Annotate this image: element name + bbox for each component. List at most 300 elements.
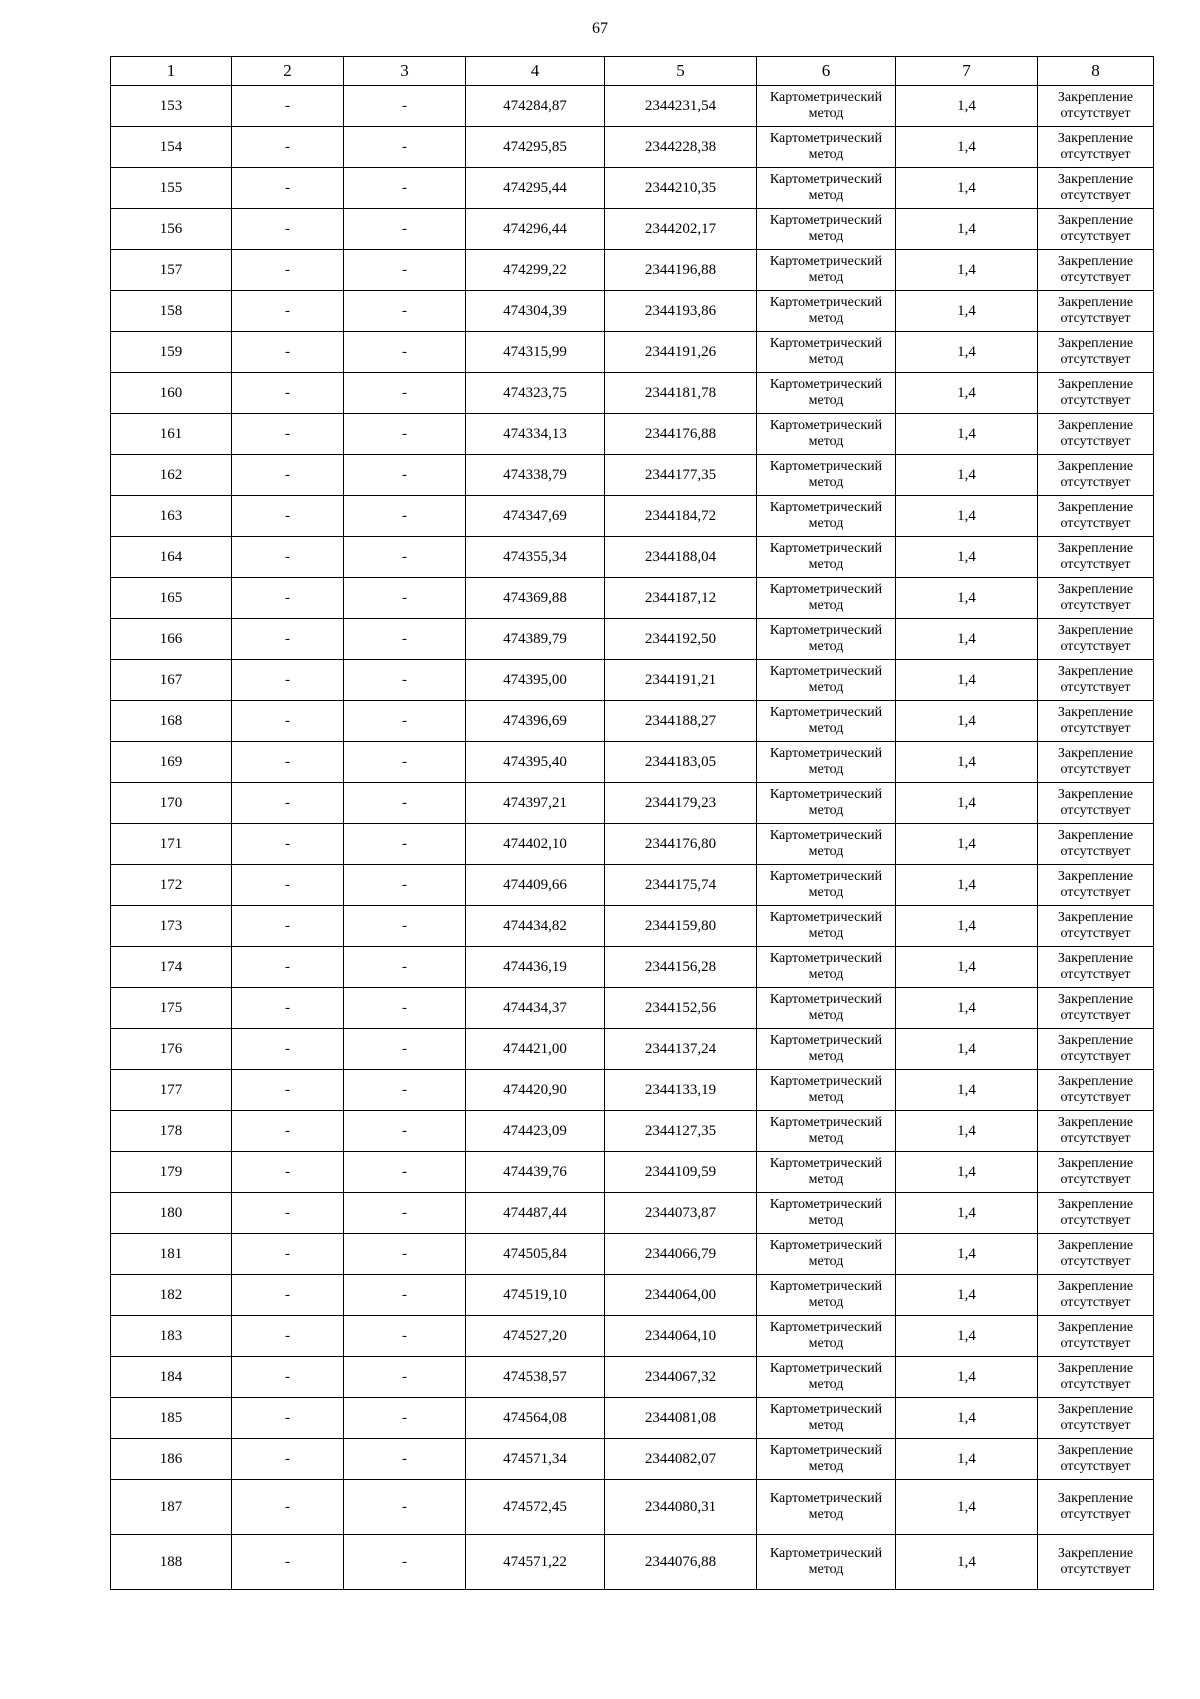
point-number-cell: 184 [111,1357,232,1398]
method-cell-line: Картометрический [769,746,883,761]
fixing-cell [1038,1275,1154,1316]
fixing-cell-line: Закрепление [1057,1546,1134,1561]
accuracy-cell: 1,4 [896,414,1038,455]
column-header: 3 [344,57,466,86]
x-coordinate-cell: 474338,79 [466,455,605,496]
x-coordinate-cell: 474434,82 [466,906,605,947]
method-cell-line: Картометрический [769,1546,883,1561]
column-2-cell: - [232,496,344,537]
x-coordinate-cell: 474421,00 [466,1029,605,1070]
point-number-cell: 160 [111,373,232,414]
accuracy-cell: 1,4 [896,209,1038,250]
accuracy-cell: 1,4 [896,865,1038,906]
y-coordinate-cell: 2344137,24 [605,1029,757,1070]
fixing-cell [1038,1070,1154,1111]
accuracy-cell: 1,4 [896,1357,1038,1398]
column-3-cell: - [344,742,466,783]
method-cell [757,1029,896,1070]
y-coordinate-cell: 2344109,59 [605,1152,757,1193]
method-cell-line: Картометрический [769,541,883,556]
table-row [111,742,1154,783]
fixing-cell-line: отсутствует [1060,598,1131,613]
point-number-cell: 172 [111,865,232,906]
method-cell-line: Картометрический [769,664,883,679]
point-number-cell: 177 [111,1070,232,1111]
column-2-cell: - [232,1439,344,1480]
fixing-cell-line: отсутствует [1060,1507,1131,1522]
method-cell-line: метод [808,188,844,203]
method-cell [757,1480,896,1535]
column-3-cell: - [344,455,466,496]
method-cell-line: метод [808,516,844,531]
fixing-cell-line: отсутствует [1060,721,1131,736]
column-3-cell: - [344,168,466,209]
method-cell-line: метод [808,147,844,162]
table-row [111,988,1154,1029]
fixing-cell [1038,578,1154,619]
column-2-cell: - [232,619,344,660]
column-header: 7 [896,57,1038,86]
point-number-cell: 159 [111,332,232,373]
method-cell [757,86,896,127]
table-row [111,1398,1154,1439]
x-coordinate-cell: 474505,84 [466,1234,605,1275]
method-cell [757,1275,896,1316]
accuracy-cell: 1,4 [896,619,1038,660]
accuracy-cell: 1,4 [896,1480,1038,1535]
method-cell-line: Картометрический [769,1491,883,1506]
table-row [111,455,1154,496]
point-number-cell: 153 [111,86,232,127]
fixing-cell-line: Закрепление [1057,1033,1134,1048]
fixing-cell [1038,824,1154,865]
method-cell-line: Картометрический [769,1443,883,1458]
fixing-cell-line: Закрепление [1057,1402,1134,1417]
column-2-cell: - [232,578,344,619]
method-cell [757,742,896,783]
y-coordinate-cell: 2344152,56 [605,988,757,1029]
x-coordinate-cell: 474296,44 [466,209,605,250]
method-cell-line: метод [808,1172,844,1187]
fixing-cell-line: Закрепление [1057,1361,1134,1376]
column-3-cell: - [344,701,466,742]
method-cell-line: Картометрический [769,787,883,802]
fixing-cell-line: отсутствует [1060,1090,1131,1105]
accuracy-cell: 1,4 [896,1535,1038,1590]
column-3-cell: - [344,1398,466,1439]
method-cell [757,619,896,660]
table-row [111,701,1154,742]
column-2-cell: - [232,168,344,209]
method-cell-line: Картометрический [769,705,883,720]
table-row [111,1070,1154,1111]
method-cell [757,865,896,906]
fixing-cell-line: Закрепление [1057,1115,1134,1130]
fixing-cell-line: отсутствует [1060,1213,1131,1228]
method-cell-line: Картометрический [769,1320,883,1335]
point-number-cell: 170 [111,783,232,824]
fixing-cell [1038,947,1154,988]
fixing-cell-line: Закрепление [1057,336,1134,351]
x-coordinate-cell: 474519,10 [466,1275,605,1316]
column-3-cell: - [344,1029,466,1070]
method-cell [757,250,896,291]
method-cell-line: Картометрический [769,1361,883,1376]
method-cell [757,455,896,496]
method-cell-line: метод [808,352,844,367]
y-coordinate-cell: 2344064,00 [605,1275,757,1316]
fixing-cell-line: отсутствует [1060,1131,1131,1146]
fixing-cell-line: Закрепление [1057,1320,1134,1335]
method-cell [757,1398,896,1439]
fixing-cell [1038,906,1154,947]
accuracy-cell: 1,4 [896,537,1038,578]
method-cell [757,1357,896,1398]
accuracy-cell: 1,4 [896,86,1038,127]
method-cell-line: метод [808,1459,844,1474]
column-2-cell: - [232,250,344,291]
point-number-cell: 154 [111,127,232,168]
method-cell [757,701,896,742]
y-coordinate-cell: 2344080,31 [605,1480,757,1535]
y-coordinate-cell: 2344202,17 [605,209,757,250]
x-coordinate-cell: 474487,44 [466,1193,605,1234]
accuracy-cell: 1,4 [896,127,1038,168]
method-cell-line: метод [808,1049,844,1064]
x-coordinate-cell: 474571,34 [466,1439,605,1480]
column-2-cell: - [232,1480,344,1535]
accuracy-cell: 1,4 [896,1439,1038,1480]
method-cell [757,1111,896,1152]
column-3-cell: - [344,291,466,332]
x-coordinate-cell: 474295,44 [466,168,605,209]
method-cell [757,906,896,947]
fixing-cell-line: отсутствует [1060,475,1131,490]
y-coordinate-cell: 2344191,26 [605,332,757,373]
method-cell-line: метод [808,393,844,408]
point-number-cell: 164 [111,537,232,578]
fixing-cell-line: Закрепление [1057,705,1134,720]
fixing-cell [1038,332,1154,373]
x-coordinate-cell: 474369,88 [466,578,605,619]
method-cell-line: метод [808,311,844,326]
fixing-cell-line: отсутствует [1060,1049,1131,1064]
column-2-cell: - [232,414,344,455]
column-2-cell: - [232,988,344,1029]
column-2-cell: - [232,209,344,250]
column-2-cell: - [232,1111,344,1152]
fixing-cell-line: отсутствует [1060,516,1131,531]
table-row [111,168,1154,209]
method-cell-line: Картометрический [769,459,883,474]
fixing-cell-line: Закрепление [1057,951,1134,966]
fixing-cell [1038,291,1154,332]
column-3-cell: - [344,947,466,988]
column-3-cell: - [344,578,466,619]
column-3-cell: - [344,86,466,127]
fixing-cell-line: Закрепление [1057,1279,1134,1294]
y-coordinate-cell: 2344181,78 [605,373,757,414]
x-coordinate-cell: 474527,20 [466,1316,605,1357]
x-coordinate-cell: 474284,87 [466,86,605,127]
y-coordinate-cell: 2344067,32 [605,1357,757,1398]
accuracy-cell: 1,4 [896,906,1038,947]
point-number-cell: 179 [111,1152,232,1193]
column-3-cell: - [344,906,466,947]
y-coordinate-cell: 2344175,74 [605,865,757,906]
fixing-cell [1038,1234,1154,1275]
point-number-cell: 183 [111,1316,232,1357]
method-cell [757,127,896,168]
point-number-cell: 163 [111,496,232,537]
y-coordinate-cell: 2344133,19 [605,1070,757,1111]
column-2-cell: - [232,865,344,906]
method-cell [757,578,896,619]
method-cell-line: Картометрический [769,254,883,269]
accuracy-cell: 1,4 [896,701,1038,742]
point-number-cell: 185 [111,1398,232,1439]
x-coordinate-cell: 474395,00 [466,660,605,701]
accuracy-cell: 1,4 [896,1070,1038,1111]
fixing-cell-line: отсутствует [1060,762,1131,777]
method-cell [757,1152,896,1193]
y-coordinate-cell: 2344066,79 [605,1234,757,1275]
fixing-cell [1038,1111,1154,1152]
fixing-cell [1038,701,1154,742]
column-2-cell: - [232,537,344,578]
table-row [111,824,1154,865]
method-cell [757,783,896,824]
fixing-cell-line: отсутствует [1060,1336,1131,1351]
y-coordinate-cell: 2344073,87 [605,1193,757,1234]
column-3-cell: - [344,988,466,1029]
column-3-cell: - [344,824,466,865]
table-row [111,1357,1154,1398]
fixing-cell-line: отсутствует [1060,557,1131,572]
fixing-cell-line: отсутствует [1060,393,1131,408]
y-coordinate-cell: 2344191,21 [605,660,757,701]
table-row [111,1111,1154,1152]
method-cell [757,373,896,414]
point-number-cell: 161 [111,414,232,455]
fixing-cell-line: Закрепление [1057,664,1134,679]
method-cell-line: метод [808,598,844,613]
table-row [111,127,1154,168]
column-3-cell: - [344,1535,466,1590]
method-cell-line: Картометрический [769,1402,883,1417]
x-coordinate-cell: 474571,22 [466,1535,605,1590]
fixing-cell-line: Закрепление [1057,254,1134,269]
fixing-cell-line: отсутствует [1060,147,1131,162]
column-2-cell: - [232,86,344,127]
method-cell [757,537,896,578]
method-cell-line: метод [808,1254,844,1269]
fixing-cell [1038,1439,1154,1480]
method-cell-line: метод [808,1131,844,1146]
table-header-row [111,57,1154,86]
column-3-cell: - [344,496,466,537]
method-cell-line: метод [808,926,844,941]
method-cell-line: метод [808,762,844,777]
fixing-cell-line: Закрепление [1057,500,1134,515]
point-number-cell: 155 [111,168,232,209]
column-3-cell: - [344,619,466,660]
method-cell-line: Картометрический [769,1115,883,1130]
accuracy-cell: 1,4 [896,988,1038,1029]
fixing-cell-line: Закрепление [1057,1156,1134,1171]
point-number-cell: 165 [111,578,232,619]
fixing-cell-line: Закрепление [1057,541,1134,556]
x-coordinate-cell: 474395,40 [466,742,605,783]
method-cell-line: метод [808,639,844,654]
y-coordinate-cell: 2344064,10 [605,1316,757,1357]
fixing-cell-line: Закрепление [1057,1074,1134,1089]
fixing-cell-line: отсутствует [1060,352,1131,367]
fixing-cell-line: Закрепление [1057,90,1134,105]
method-cell-line: метод [808,106,844,121]
method-cell-line: Картометрический [769,500,883,515]
fixing-cell-line: Закрепление [1057,869,1134,884]
method-cell [757,1193,896,1234]
fixing-cell-line: Закрепление [1057,459,1134,474]
y-coordinate-cell: 2344192,50 [605,619,757,660]
column-header: 6 [757,57,896,86]
x-coordinate-cell: 474397,21 [466,783,605,824]
point-number-cell: 156 [111,209,232,250]
method-cell-line: метод [808,475,844,490]
accuracy-cell: 1,4 [896,168,1038,209]
fixing-cell-line: Закрепление [1057,1443,1134,1458]
x-coordinate-cell: 474389,79 [466,619,605,660]
column-2-cell: - [232,1357,344,1398]
fixing-cell-line: Закрепление [1057,377,1134,392]
method-cell-line: Картометрический [769,1074,883,1089]
column-3-cell: - [344,660,466,701]
x-coordinate-cell: 474436,19 [466,947,605,988]
method-cell-line: Картометрический [769,131,883,146]
column-3-cell: - [344,537,466,578]
column-header: 1 [111,57,232,86]
column-2-cell: - [232,332,344,373]
column-3-cell: - [344,783,466,824]
method-cell [757,1234,896,1275]
method-cell [757,947,896,988]
table-row [111,1152,1154,1193]
method-cell-line: метод [808,229,844,244]
method-cell [757,1439,896,1480]
fixing-cell-line: Закрепление [1057,213,1134,228]
fixing-cell-line: отсутствует [1060,1418,1131,1433]
accuracy-cell: 1,4 [896,578,1038,619]
column-2-cell: - [232,947,344,988]
method-cell [757,291,896,332]
point-number-cell: 187 [111,1480,232,1535]
table-row [111,496,1154,537]
point-number-cell: 182 [111,1275,232,1316]
column-2-cell: - [232,455,344,496]
fixing-cell-line: Закрепление [1057,418,1134,433]
point-number-cell: 168 [111,701,232,742]
method-cell-line: Картометрический [769,213,883,228]
x-coordinate-cell: 474572,45 [466,1480,605,1535]
y-coordinate-cell: 2344231,54 [605,86,757,127]
method-cell-line: Картометрический [769,869,883,884]
column-2-cell: - [232,373,344,414]
column-2-cell: - [232,660,344,701]
fixing-cell [1038,455,1154,496]
fixing-cell-line: отсутствует [1060,680,1131,695]
y-coordinate-cell: 2344177,35 [605,455,757,496]
column-2-cell: - [232,291,344,332]
column-2-cell: - [232,1029,344,1070]
method-cell-line: Картометрический [769,992,883,1007]
fixing-cell-line: Закрепление [1057,172,1134,187]
fixing-cell-line: отсутствует [1060,926,1131,941]
column-2-cell: - [232,1193,344,1234]
fixing-cell [1038,373,1154,414]
point-number-cell: 158 [111,291,232,332]
method-cell-line: метод [808,680,844,695]
method-cell-line: Картометрический [769,377,883,392]
fixing-cell-line: Закрепление [1057,746,1134,761]
table-row [111,865,1154,906]
accuracy-cell: 1,4 [896,824,1038,865]
x-coordinate-cell: 474420,90 [466,1070,605,1111]
fixing-cell [1038,742,1154,783]
column-3-cell: - [344,1316,466,1357]
fixing-cell-line: Закрепление [1057,992,1134,1007]
column-header: 5 [605,57,757,86]
fixing-cell-line: отсутствует [1060,1459,1131,1474]
fixing-cell-line: отсутствует [1060,188,1131,203]
point-number-cell: 180 [111,1193,232,1234]
method-cell-line: метод [808,1418,844,1433]
x-coordinate-cell: 474439,76 [466,1152,605,1193]
fixing-cell [1038,209,1154,250]
y-coordinate-cell: 2344159,80 [605,906,757,947]
y-coordinate-cell: 2344179,23 [605,783,757,824]
point-number-cell: 176 [111,1029,232,1070]
method-cell-line: Картометрический [769,1033,883,1048]
method-cell-line: метод [808,434,844,449]
fixing-cell-line: Закрепление [1057,582,1134,597]
fixing-cell [1038,1357,1154,1398]
fixing-cell [1038,1398,1154,1439]
column-2-cell: - [232,906,344,947]
fixing-cell-line: Закрепление [1057,295,1134,310]
fixing-cell-line: отсутствует [1060,1254,1131,1269]
fixing-cell [1038,414,1154,455]
column-2-cell: - [232,1316,344,1357]
point-number-cell: 178 [111,1111,232,1152]
table-row [111,1193,1154,1234]
point-number-cell: 181 [111,1234,232,1275]
fixing-cell-line: отсутствует [1060,1295,1131,1310]
column-2-cell: - [232,1398,344,1439]
fixing-cell-line: отсутствует [1060,885,1131,900]
point-number-cell: 169 [111,742,232,783]
table-row [111,1234,1154,1275]
table-row [111,578,1154,619]
point-number-cell: 167 [111,660,232,701]
y-coordinate-cell: 2344183,05 [605,742,757,783]
accuracy-cell: 1,4 [896,1111,1038,1152]
fixing-cell-line: Закрепление [1057,910,1134,925]
column-3-cell: - [344,127,466,168]
y-coordinate-cell: 2344081,08 [605,1398,757,1439]
y-coordinate-cell: 2344228,38 [605,127,757,168]
y-coordinate-cell: 2344196,88 [605,250,757,291]
